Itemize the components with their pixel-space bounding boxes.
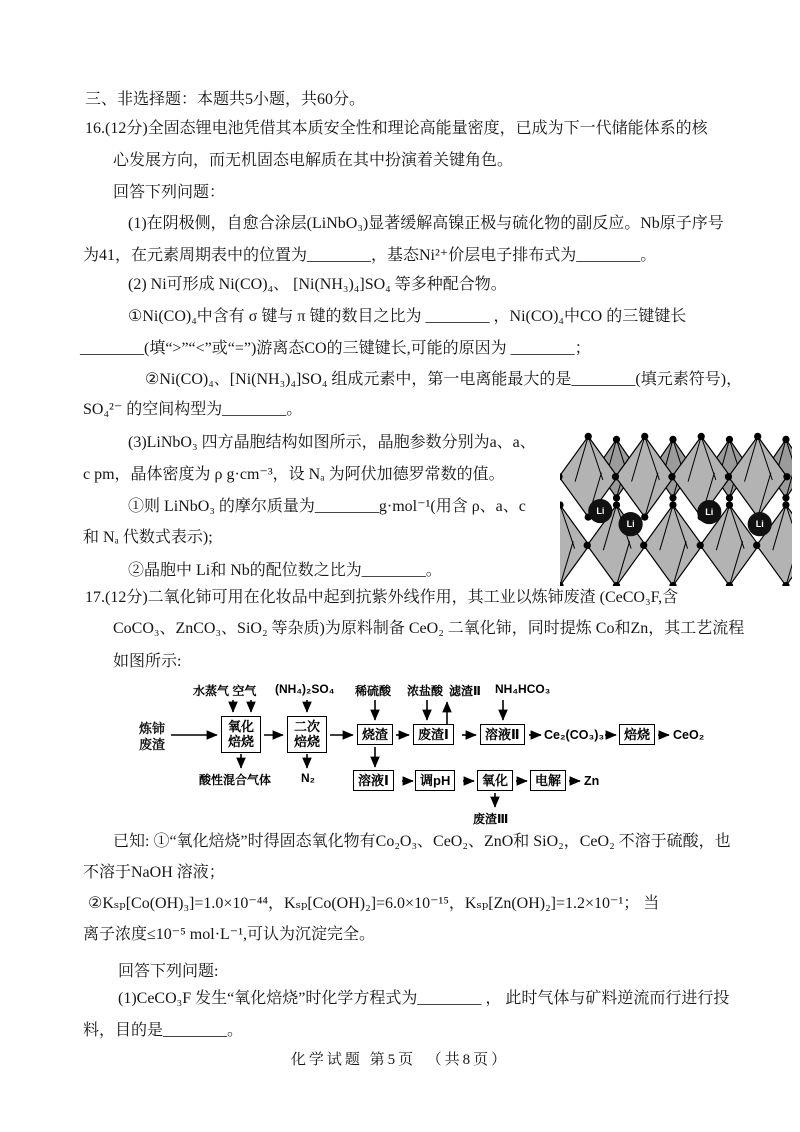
flowchart-arrows [135, 680, 751, 832]
section-header: 三、非选择题：本题共5小题，共60分。 [85, 91, 366, 108]
flow-input-nh4hco3: NH₄HCO₃ [495, 682, 551, 696]
flow-product-zn: Zn [584, 774, 600, 788]
q16-part3-sub2: ②晶胞中 Li和 Nb的配位数之比为________。 [128, 562, 442, 579]
flow-box-calcine: 烧渣 [357, 724, 393, 745]
q16-part3-sub1-line2: 和 Nₐ 代数式表示); [83, 529, 213, 546]
q17-intro-line3: 如图所示: [113, 653, 182, 670]
flow-box-roasting: 焙烧 [619, 724, 655, 745]
q17-known1-line2: 不溶于NaOH 溶液； [83, 864, 225, 881]
flow-output-filter-residue2: 滤渣Ⅱ [449, 684, 481, 698]
li-atom-label: Li [596, 506, 605, 517]
flow-box-solution1: 溶液Ⅰ [353, 770, 394, 791]
crystal-structure-figure [560, 426, 792, 586]
q17-answer-prompt: 回答下列问题: [118, 963, 219, 980]
process-flowchart [135, 680, 751, 832]
flow-input-conc-hydrochloric-acid: 浓盐酸 [407, 684, 444, 698]
li-atom-label: Li [755, 519, 764, 530]
flow-box-solution2: 溶液Ⅱ [480, 724, 525, 745]
flow-box-adjust-ph: 调pH [415, 770, 455, 791]
q16-part2-sub2-line2: SO₄²⁻ 的空间构型为________。 [83, 401, 303, 418]
q17-part1-line1: (1)CeCO₃F 发生“氧化焙烧”时化学方程式为________ ， 此时气体与矿料逆流而行进行投 [118, 990, 730, 1007]
q16-part3-sub1-line1: ①则 LiNbO₃ 的摩尔质量为________g·mol⁻¹(用含 ρ、a、c [128, 498, 526, 515]
q16-answer-prompt: 回答下列问题： [113, 184, 226, 201]
q16-part2-intro: (2) Ni可形成 Ni(CO)₄、 [Ni(NH₃)₄]SO₄ 等多种配合物。 [128, 276, 507, 293]
q16-part3-line1: (3)LiNbO₃ 四方晶胞结构如图所示，晶胞参数分别为a、a、 [128, 434, 536, 451]
q17-part1-line2: 料，目的是________。 [83, 1022, 244, 1039]
flow-box-oxidative-roasting: 氧化焙烧 [221, 716, 261, 753]
q16-part2-sub2-line1: ②Ni(CO)₄、[Ni(NH₃)₄]SO₄ 组成元素中，第一电离能最大的是________(填元素符号)， [145, 371, 743, 388]
q16-part3-line2: c pm，晶体密度为 ρ g·cm⁻³，设 Nₐ 为阿伏加德罗常数的值。 [83, 466, 505, 483]
flow-box-secondary-roasting: 二次焙烧 [287, 716, 327, 753]
q17-intro-line2: CoCO₃、ZnCO₃、SiO₂ 等杂质)为原料制备 CeO₂ 二氧化铈，同时提炼 Co和Zn，其工艺流程 [113, 620, 745, 637]
flow-input-steam-air: 水蒸气 空气 [193, 684, 257, 698]
flow-product-ceo2: CeO₂ [673, 728, 705, 742]
q16-part1-line2: 为41，在元素周期表中的位置为________，基态Ni²⁺价层电子排布式为________。 [83, 247, 657, 264]
flow-feed-cerium-waste: 炼铈废渣 [138, 721, 165, 753]
q16-part2-sub1-line2: ________(填“>”“<”或“=”)游离态CO的三键键长,可能的原因为 ________； [80, 340, 591, 357]
page-footer: 化学试题 第5页 （共8页） [290, 1052, 510, 1068]
li-atom-label: Li [626, 519, 635, 530]
q17-known2-line2: 离子浓度≤10⁻⁵ mol·L⁻¹,可认为沉淀完全。 [83, 926, 376, 943]
flow-output-n2: N₂ [301, 771, 315, 785]
q16-part1-line1: (1)在阴极侧，自愈合涂层(LiNbO₃)显著缓解高镍正极与硫化物的副反应。Nb原子序号 [128, 215, 724, 232]
flow-cerium-carbonate: Ce₂(CO₃)₃ [544, 728, 605, 742]
li-atom-label: Li [705, 507, 714, 518]
q17-known2-line1: ②Kₛₚ[Co(OH)₃]=1.0×10⁻⁴⁴，Kₛₚ[Co(OH)₂]=6.0×10⁻¹⁵，Kₛₚ[Zn(OH)₂]=1.2×10⁻¹； 当 [88, 895, 660, 912]
flow-box-waste-residue1: 废渣Ⅰ [413, 724, 454, 745]
flow-box-oxidation: 氧化 [477, 770, 513, 791]
q16-intro-line2: 心发展方向，而无机固态电解质在其中扮演着关键角色。 [113, 152, 514, 169]
flow-output-acidic-gas: 酸性混合气体 [199, 773, 272, 787]
flow-input-dilute-sulfuric-acid: 稀硫酸 [355, 684, 392, 698]
q17-intro-line1: 17.(12分)二氧化铈可用在化妆品中起到抗紫外线作用，其工业以炼铈废渣 (CeCO₃F,含 [85, 589, 679, 606]
linbo3-crystal-figure [560, 426, 792, 586]
flow-input-ammonium-sulfate: (NH₄)₂SO₄ [275, 682, 335, 696]
flow-output-waste-residue3: 废渣Ⅲ [473, 812, 509, 826]
flow-box-electrolysis: 电解 [530, 770, 566, 791]
q16-intro-line1: 16.(12分)全固态锂电池凭借其本质安全性和理论高能量密度，已成为下一代储能体系的核 [85, 120, 708, 137]
q16-part2-sub1-line1: ①Ni(CO)₄中含有 σ 键与 π 键的数目之比为 ________ ，Ni(CO)₄中CO 的三键键长 [128, 308, 687, 325]
q17-known1-line1: 已知: ①“氧化焙烧”时得固态氧化物有Co₂O₃、CeO₂、ZnO和 SiO₂，CeO₂ 不溶于硫酸，也 [113, 833, 731, 850]
